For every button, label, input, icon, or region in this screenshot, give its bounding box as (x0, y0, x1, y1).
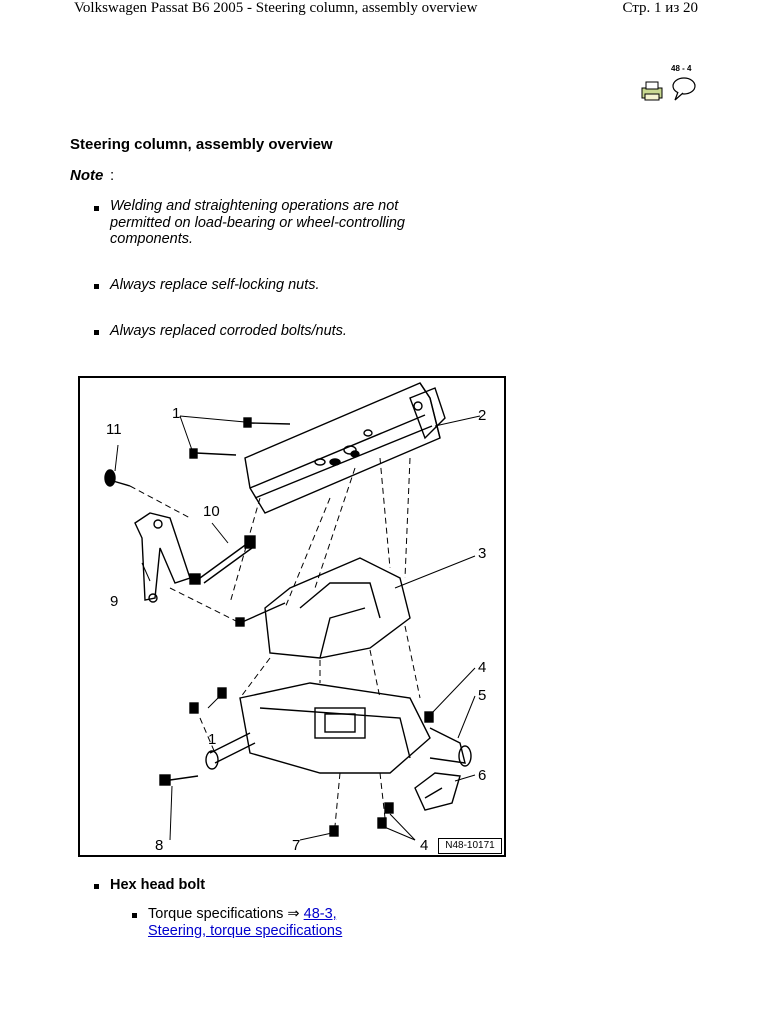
bullet-marker (94, 330, 99, 335)
note-bullet: Always replace self-locking nuts. (110, 277, 320, 293)
torque-prefix: Torque specifications ⇒ (148, 906, 304, 922)
note-colon: : (110, 167, 115, 184)
item-heading: Hex head bolt (110, 877, 206, 893)
callout-8: 8 (155, 837, 164, 854)
note-bullet: Always replaced corroded bolts/nuts. (110, 323, 347, 339)
bullet-marker (94, 884, 99, 889)
figure-code: N48-10171 (438, 838, 502, 854)
page-title: Steering column, assembly overview (70, 136, 333, 153)
bullet-marker (94, 284, 99, 289)
exploded-view-drawing (80, 378, 504, 855)
reference-label: 48 - 4 (671, 64, 692, 73)
note-bullet: Welding and straightening operations are not permitted on load-bearing or wheel-controlling components. (110, 198, 405, 247)
callout-3: 3 (478, 545, 487, 562)
callout-5: 5 (478, 687, 487, 704)
speech-bubble-icon[interactable] (668, 66, 700, 102)
bullet-marker (132, 913, 137, 918)
torque-spec (148, 906, 358, 939)
callout-6: 6 (478, 767, 487, 784)
callout-1: 1 (172, 405, 181, 422)
printer-icon[interactable] (640, 80, 664, 102)
callout-4-lower: 4 (420, 837, 429, 854)
header-page-number: Стр. 1 из 20 (622, 0, 698, 16)
steering-column-diagram (78, 376, 506, 857)
callout-1-lower: 1 (208, 731, 217, 748)
callout-9: 9 (110, 593, 119, 610)
header-left: Volkswagen Passat B6 2005 - Steering column, assembly overview (74, 0, 478, 16)
bullet-marker (94, 206, 99, 211)
note-label: Note (70, 167, 104, 184)
callout-7: 7 (292, 837, 301, 854)
callout-4: 4 (478, 659, 487, 676)
torque-spec-link[interactable]: 48-3, Steering, torque specifications (148, 906, 343, 939)
callout-11: 11 (106, 421, 122, 438)
callout-2: 2 (478, 407, 487, 424)
callout-10: 10 (203, 503, 220, 520)
